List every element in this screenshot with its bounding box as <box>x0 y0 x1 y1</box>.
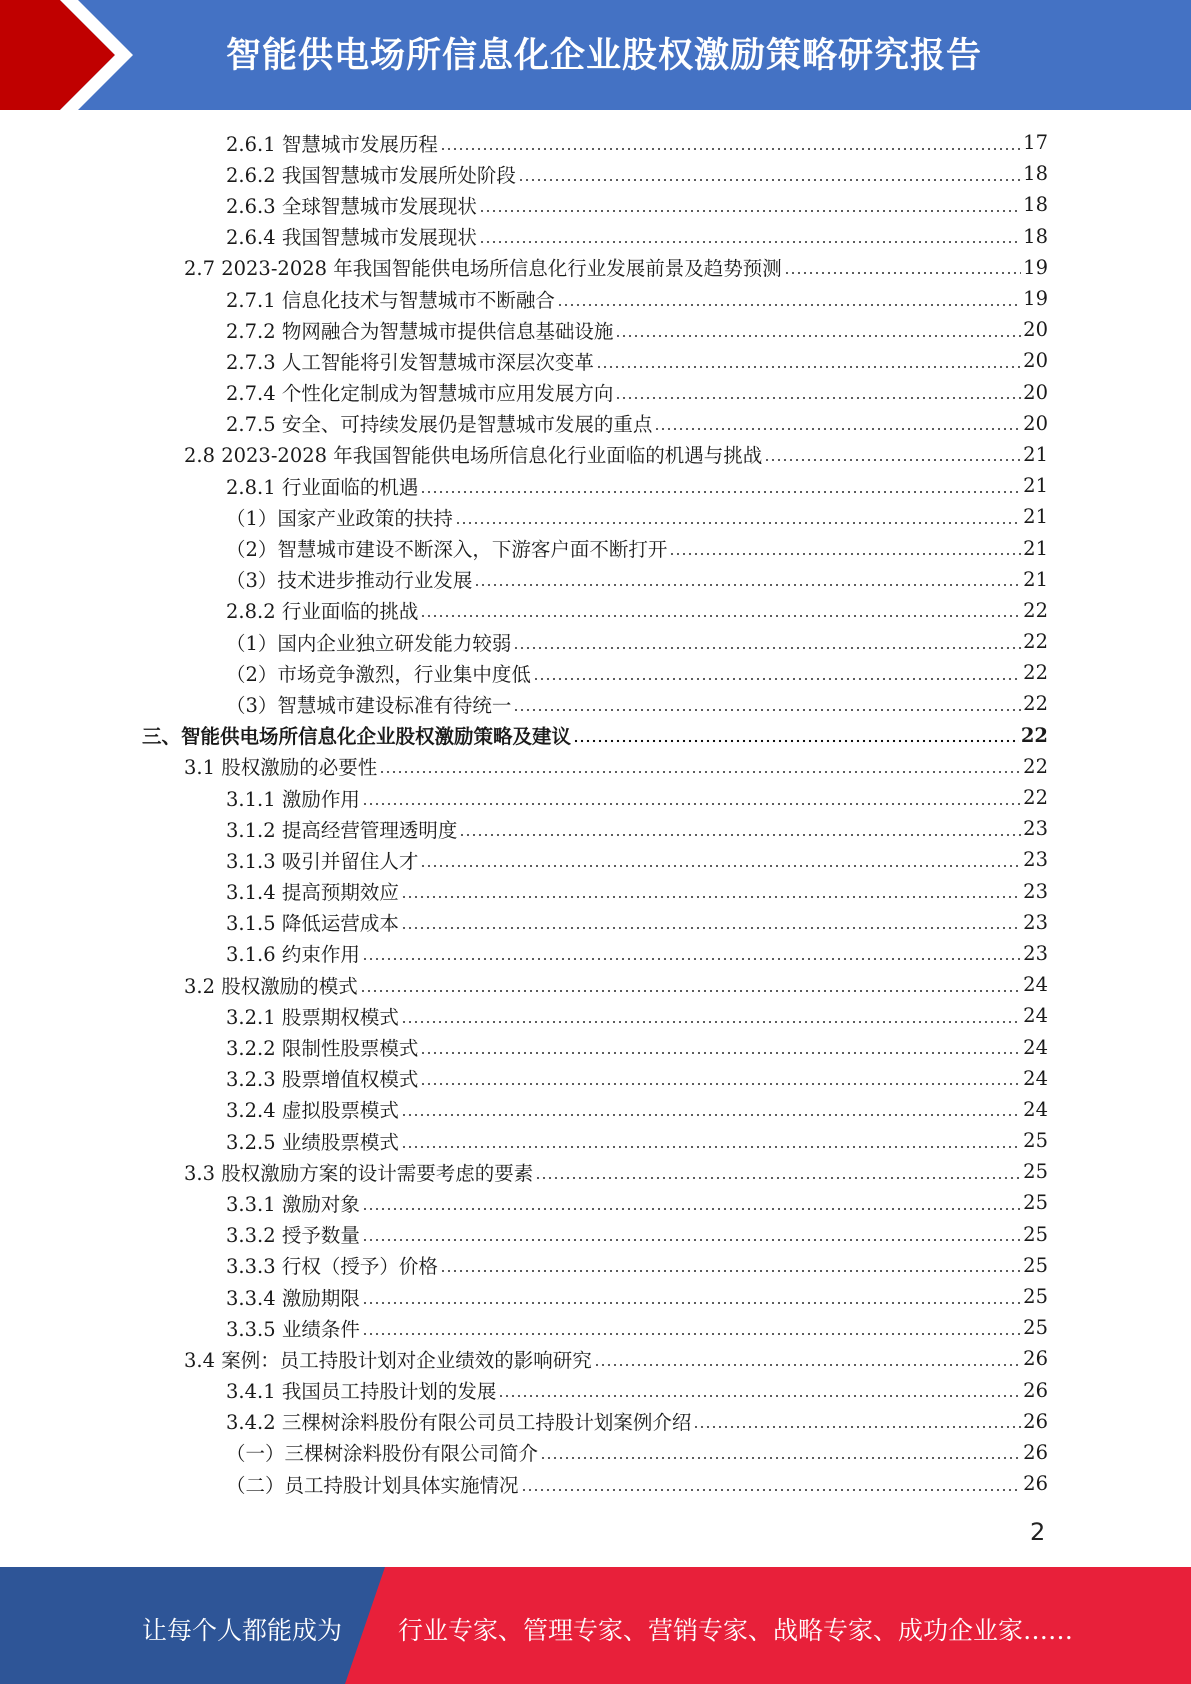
toc-entry-page: 23 <box>1023 848 1048 872</box>
toc-dot-leader <box>557 302 1021 308</box>
toc-entry[interactable] <box>0 782 1191 813</box>
toc-entry[interactable] <box>0 1437 1191 1468</box>
toc-entry[interactable] <box>0 1406 1191 1437</box>
toc-dot-leader <box>498 1393 1021 1399</box>
toc-entry-title: （1）国家产业政策的扶持 <box>226 503 455 531</box>
toc-entry[interactable] <box>0 564 1191 595</box>
toc-entry-page: 22 <box>1020 723 1048 747</box>
toc-entry-page: 21 <box>1023 567 1048 591</box>
toc-entry-title: 3.4.2 三棵树涂料股份有限公司员工持股计划案例介绍 <box>226 1407 693 1435</box>
toc-dot-leader <box>615 333 1021 339</box>
toc-entry[interactable] <box>0 314 1191 345</box>
toc-entry[interactable] <box>0 688 1191 719</box>
toc-entry-title: 3.1.2 提高经营管理透明度 <box>226 815 459 843</box>
toc-entry-page: 26 <box>1023 1378 1048 1402</box>
toc-entry-title: 3.2.5 业绩股票模式 <box>226 1127 401 1155</box>
toc-entry[interactable] <box>0 501 1191 532</box>
toc-entry[interactable] <box>0 408 1191 439</box>
toc-entry[interactable] <box>0 1219 1191 1250</box>
toc-dot-leader <box>401 925 1021 931</box>
toc-entry[interactable] <box>0 1281 1191 1312</box>
toc-entry[interactable] <box>0 938 1191 969</box>
toc-entry-page: 23 <box>1023 910 1048 934</box>
toc-entry-page: 25 <box>1023 1253 1048 1277</box>
toc-entry[interactable] <box>0 907 1191 938</box>
toc-entry-title: （2）市场竞争激烈，行业集中度低 <box>226 659 533 687</box>
toc-entry[interactable] <box>0 751 1191 782</box>
toc-entry[interactable] <box>0 969 1191 1000</box>
toc-entry[interactable] <box>0 1125 1191 1156</box>
toc-entry[interactable] <box>0 813 1191 844</box>
toc-entry-title: 3.3 股权激励方案的设计需要考虑的要素 <box>184 1158 535 1186</box>
toc-dot-leader <box>669 551 1021 557</box>
toc-entry[interactable] <box>0 345 1191 376</box>
toc-dot-leader <box>362 1300 1021 1306</box>
toc-entry-title: 3.3.1 激励对象 <box>226 1189 362 1217</box>
toc-entry[interactable] <box>0 595 1191 626</box>
toc-entry-page: 22 <box>1023 754 1048 778</box>
toc-dot-leader <box>379 769 1021 775</box>
toc-entry-title: 2.8.2 行业面临的挑战 <box>226 596 420 624</box>
toc-entry-page: 19 <box>1023 255 1048 279</box>
toc-entry-title: 2.6.2 我国智慧城市发展所处阶段 <box>226 160 518 188</box>
toc-entry-page: 25 <box>1023 1222 1048 1246</box>
toc-dot-leader <box>360 988 1021 994</box>
toc-entry[interactable] <box>0 1375 1191 1406</box>
toc-entry-title: 3.3.2 授予数量 <box>226 1220 362 1248</box>
toc-entry-page: 24 <box>1023 1035 1048 1059</box>
toc-dot-leader <box>420 1081 1021 1087</box>
toc-dot-leader <box>479 208 1021 214</box>
toc-entry-title: 2.7.4 个性化定制成为智慧城市应用发展方向 <box>226 378 615 406</box>
toc-dot-leader <box>440 146 1021 152</box>
toc-entry-page: 21 <box>1023 474 1048 498</box>
footer-slogan-right: 行业专家、管理专家、营销专家、战略专家、成功企业家…… <box>398 1616 1074 1645</box>
toc-entry[interactable] <box>0 127 1191 158</box>
toc-entry[interactable] <box>0 470 1191 501</box>
toc-entry-title: 2.8.1 行业面临的机遇 <box>226 472 420 500</box>
toc-entry-page: 20 <box>1023 349 1048 373</box>
toc-entry-page: 25 <box>1023 1160 1048 1184</box>
toc-entry-page: 25 <box>1023 1316 1048 1340</box>
toc-entry-page: 17 <box>1023 131 1048 155</box>
toc-dot-leader <box>513 645 1021 651</box>
toc-dot-leader <box>479 239 1021 245</box>
toc-dot-leader <box>784 270 1021 276</box>
toc-dot-leader <box>401 1144 1021 1150</box>
toc-entry-title: 2.7.1 信息化技术与智慧城市不断融合 <box>226 285 557 313</box>
toc-dot-leader <box>535 1175 1021 1181</box>
toc-entry[interactable] <box>0 158 1191 189</box>
toc-dot-leader <box>533 676 1021 682</box>
toc-dot-leader <box>459 832 1021 838</box>
toc-entry[interactable] <box>0 1468 1191 1499</box>
toc-entry-page: 25 <box>1023 1129 1048 1153</box>
toc-entry-title: 3.4 案例：员工持股计划对企业绩效的影响研究 <box>184 1345 594 1373</box>
toc-entry-page: 18 <box>1023 162 1048 186</box>
toc-entry-title: 3.1 股权激励的必要性 <box>184 752 379 780</box>
toc-entry-page: 22 <box>1023 692 1048 716</box>
toc-entry-page: 18 <box>1023 224 1048 248</box>
toc-entry[interactable] <box>0 844 1191 875</box>
toc-entry-page: 21 <box>1023 505 1048 529</box>
toc-entry[interactable] <box>0 1000 1191 1031</box>
toc-entry-title: 2.6.1 智慧城市发展历程 <box>226 129 440 157</box>
toc-entry[interactable] <box>0 1343 1191 1374</box>
toc-entry-title: 3.1.3 吸引并留住人才 <box>226 846 420 874</box>
toc-entry-title: 3.2.1 股票期权模式 <box>226 1002 401 1030</box>
toc-entry-page: 21 <box>1023 442 1048 466</box>
header-arrow-decoration <box>0 0 160 110</box>
toc-entry-page: 23 <box>1023 879 1048 903</box>
toc-entry-page: 22 <box>1023 786 1048 810</box>
toc-entry-title: 2.8 2023-2028 年我国智能供电场所信息化行业面临的机遇与挑战 <box>184 440 764 468</box>
toc-dot-leader <box>693 1424 1021 1430</box>
page-footer <box>0 1567 1191 1684</box>
toc-entry[interactable] <box>0 377 1191 408</box>
toc-entry-title: 3.1.6 约束作用 <box>226 939 362 967</box>
toc-entry-title: （2）智慧城市建设不断深入，下游客户面不断打开 <box>226 534 669 562</box>
toc-entry[interactable] <box>0 876 1191 907</box>
toc-dot-leader <box>596 364 1021 370</box>
toc-entry-page: 20 <box>1023 380 1048 404</box>
page-header <box>0 0 1191 110</box>
toc-dot-leader <box>764 457 1021 463</box>
toc-entry-page: 24 <box>1023 1066 1048 1090</box>
toc-dot-leader <box>401 1112 1021 1118</box>
toc-dot-leader <box>513 707 1021 713</box>
toc-entry-page: 26 <box>1023 1409 1048 1433</box>
toc-entry-page: 20 <box>1023 318 1048 342</box>
page-number: 2 <box>1030 1518 1046 1546</box>
toc-entry-title: 2.6.3 全球智慧城市发展现状 <box>226 191 479 219</box>
toc-dot-leader <box>362 1331 1021 1337</box>
toc-entry-title: 3.1.4 提高预期效应 <box>226 877 401 905</box>
toc-entry-page: 19 <box>1023 287 1048 311</box>
header-title: 智能供电场所信息化企业股权激励策略研究报告 <box>226 36 983 76</box>
toc-dot-leader <box>654 426 1021 432</box>
toc-entry-title: （1）国内企业独立研发能力较弱 <box>226 628 513 656</box>
toc-entry-page: 22 <box>1023 598 1048 622</box>
toc-dot-leader <box>540 1455 1021 1461</box>
toc-dot-leader <box>420 863 1021 869</box>
toc-entry-title: 3.3.3 行权（授予）价格 <box>226 1251 440 1279</box>
toc-entry-page: 25 <box>1023 1191 1048 1215</box>
toc-dot-leader <box>362 1206 1021 1212</box>
table-of-contents <box>0 127 1191 1499</box>
toc-entry-title: （二）员工持股计划具体实施情况 <box>226 1470 521 1498</box>
toc-entry-page: 24 <box>1023 1004 1048 1028</box>
toc-entry-page: 23 <box>1023 941 1048 965</box>
toc-entry[interactable] <box>0 189 1191 220</box>
toc-dot-leader <box>521 1487 1022 1493</box>
toc-entry-title: 3.2 股权激励的模式 <box>184 971 360 999</box>
toc-entry[interactable] <box>0 657 1191 688</box>
toc-entry[interactable] <box>0 1250 1191 1281</box>
toc-entry-page: 23 <box>1023 817 1048 841</box>
toc-entry-title: 2.6.4 我国智慧城市发展现状 <box>226 222 479 250</box>
toc-entry-page: 26 <box>1023 1440 1048 1464</box>
footer-slogan-left: 让每个人都能成为 <box>142 1616 343 1645</box>
toc-entry[interactable] <box>0 1031 1191 1062</box>
toc-entry-page: 22 <box>1023 661 1048 685</box>
toc-entry-page: 18 <box>1023 193 1048 217</box>
toc-entry-title: 2.7 2023-2028 年我国智能供电场所信息化行业发展前景及趋势预测 <box>184 253 784 281</box>
toc-entry[interactable] <box>0 252 1191 283</box>
toc-entry[interactable] <box>0 720 1191 751</box>
toc-entry-page: 21 <box>1023 536 1048 560</box>
toc-entry[interactable] <box>0 439 1191 470</box>
toc-entry-title: 2.7.5 安全、可持续发展仍是智慧城市发展的重点 <box>226 409 654 437</box>
toc-dot-leader <box>474 582 1021 588</box>
toc-dot-leader <box>594 1362 1021 1368</box>
toc-dot-leader <box>420 1050 1021 1056</box>
toc-dot-leader <box>518 177 1021 183</box>
toc-dot-leader <box>440 1268 1021 1274</box>
toc-entry[interactable] <box>0 626 1191 657</box>
toc-entry-title: 3.2.4 虚拟股票模式 <box>226 1095 401 1123</box>
toc-entry-title: 3.4.1 我国员工持股计划的发展 <box>226 1376 498 1404</box>
toc-dot-leader <box>573 738 1019 744</box>
toc-entry-title: （3）技术进步推动行业发展 <box>226 565 474 593</box>
toc-entry[interactable] <box>0 1156 1191 1187</box>
toc-entry-page: 20 <box>1023 411 1048 435</box>
toc-entry-title: 3.3.5 业绩条件 <box>226 1314 362 1342</box>
toc-entry[interactable] <box>0 1312 1191 1343</box>
toc-entry-page: 24 <box>1023 1097 1048 1121</box>
toc-dot-leader <box>401 1019 1021 1025</box>
toc-entry[interactable] <box>0 1187 1191 1218</box>
toc-dot-leader <box>615 395 1021 401</box>
toc-entry-title: 3.1.5 降低运营成本 <box>226 908 401 936</box>
toc-entry-title: 3.2.2 限制性股票模式 <box>226 1033 420 1061</box>
toc-entry-title: 3.3.4 激励期限 <box>226 1283 362 1311</box>
toc-entry[interactable] <box>0 283 1191 314</box>
toc-entry-title: 2.7.2 物网融合为智慧城市提供信息基础设施 <box>226 316 615 344</box>
toc-dot-leader <box>420 489 1021 495</box>
toc-entry[interactable] <box>0 1063 1191 1094</box>
toc-entry[interactable] <box>0 221 1191 252</box>
toc-dot-leader <box>362 801 1021 807</box>
toc-entry-title: （3）智慧城市建设标准有待统一 <box>226 690 513 718</box>
toc-entry-title: 2.7.3 人工智能将引发智慧城市深层次变革 <box>226 347 596 375</box>
toc-entry-page: 25 <box>1023 1285 1048 1309</box>
toc-entry-title: （一）三棵树涂料股份有限公司简介 <box>226 1438 540 1466</box>
toc-entry-page: 22 <box>1023 630 1048 654</box>
toc-entry[interactable] <box>0 1094 1191 1125</box>
toc-dot-leader <box>455 520 1021 526</box>
toc-entry-title: 3.2.3 股票增值权模式 <box>226 1064 420 1092</box>
toc-entry[interactable] <box>0 532 1191 563</box>
toc-entry-title: 三、智能供电场所信息化企业股权激励策略及建议 <box>142 721 573 749</box>
toc-entry-page: 24 <box>1023 973 1048 997</box>
toc-entry-page: 26 <box>1023 1347 1048 1371</box>
toc-dot-leader <box>401 894 1021 900</box>
toc-dot-leader <box>362 1237 1021 1243</box>
toc-entry-title: 3.1.1 激励作用 <box>226 784 362 812</box>
toc-dot-leader <box>362 956 1021 962</box>
toc-entry-page: 26 <box>1023 1472 1048 1496</box>
toc-dot-leader <box>420 613 1021 619</box>
